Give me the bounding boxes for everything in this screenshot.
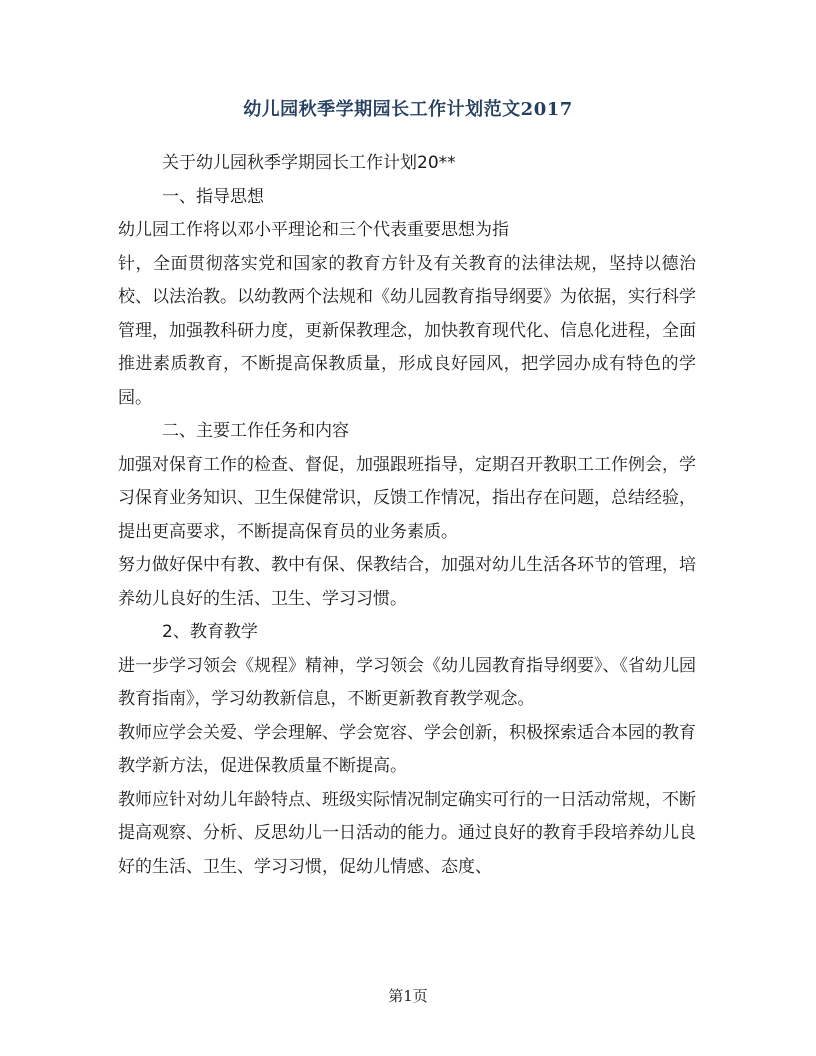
section-heading-guiding-thought: 一、指导思想	[162, 186, 264, 207]
document-body	[118, 147, 696, 884]
paragraph: 针，全面贯彻落实党和国家的教育方针及有关教育的法律法规，坚持以德治校、以法治教。以幼教两个法规和《幼儿园教育指导纲要》为依据，实行科学管理，加强教科研力度，更新保教理念，加快教育现代化、信息化进程，全面推进素质教育，不断提高保教质量，形成良好园风，把学园办成有特色的学园。	[118, 253, 696, 408]
paragraph: 教师应针对幼儿年龄特点、班级实际情况制定确实可行的一日活动常规，不断提高观察、分析、反思幼儿一日活动的能力。通过良好的教育手段培养幼儿良好的生活、卫生、学习习惯，促幼儿情感、态度、	[118, 789, 696, 877]
paragraph: 幼儿园工作将以邓小平理论和三个代表重要思想为指	[118, 220, 509, 240]
section-heading-main-tasks: 二、主要工作任务和内容	[162, 421, 349, 441]
paragraph: 加强对保育工作的检查、督促，加强跟班指导，定期召开教职工工作例会，学习保育业务知识、卫生保健常识，反馈工作情况，指出存在问题，总结经验，提出更高要求，不断提高保育员的业务素质。	[118, 454, 696, 542]
page-number: 第1页	[388, 987, 428, 1005]
document-title: 幼儿园秋季学期园长工作计划范文2017	[243, 99, 573, 120]
paragraph: 进一步学习领会《规程》精神，学习领会《幼儿园教育指导纲要》、《省幼儿园教育指南》，学习幼教新信息，不断更新教育教学观念。	[118, 655, 696, 709]
paragraph: 教师应学会关爱、学会理解、学会宽容、学会创新，积极探索适合本园的教育教学新方法，促进保教质量不断提高。	[118, 722, 696, 776]
section-heading-education: 2、教育教学	[162, 622, 258, 642]
paragraph-subtitle: 关于幼儿园秋季学期园长工作计划20**	[162, 153, 456, 173]
paragraph: 努力做好保中有教、教中有保、保教结合，加强对幼儿生活各环节的管理，培养幼儿良好的生活、卫生、学习习惯。	[118, 555, 696, 609]
